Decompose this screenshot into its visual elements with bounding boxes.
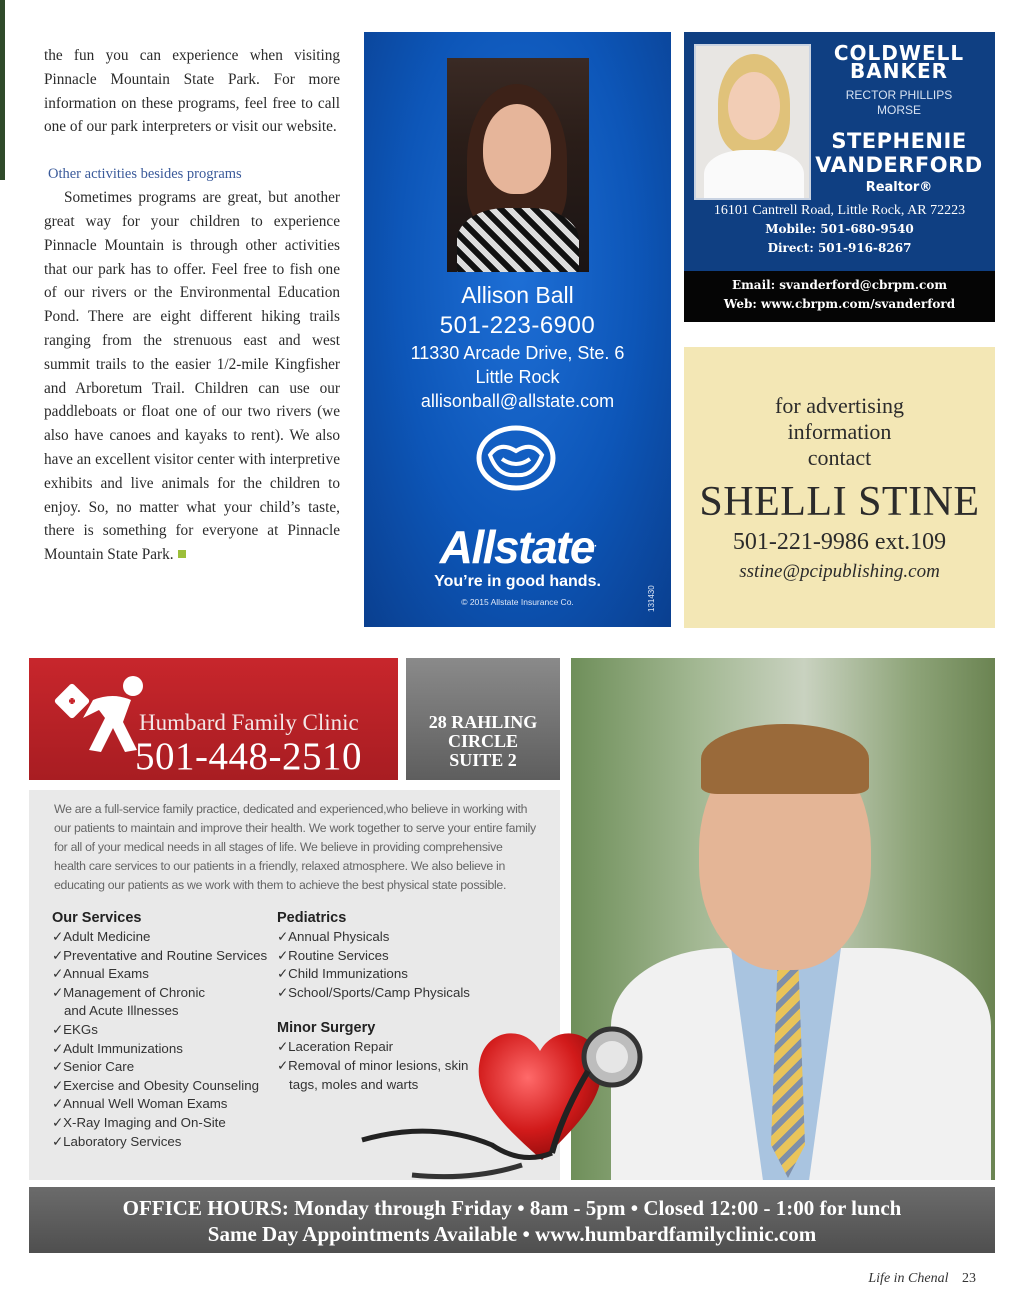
realtor-mobile: Mobile: 501-680-9540	[765, 222, 914, 236]
article-paragraph-2	[44, 186, 340, 567]
pediatrics-item: ✓Annual Physicals	[277, 929, 390, 944]
agent-address-line2: Little Rock	[475, 367, 560, 387]
article-column	[44, 44, 340, 567]
clinic-phone: 501-448-2510	[135, 735, 362, 778]
article-paragraph-2-text: Sometimes programs are great, but another great way for your children to experience Pinnacle Mountain is through other activities that our park has to offer. Feel free to fish one of our rivers or the Environmental Education Pond. There are eight different hiking trails ranging from the strenuous east and west summit trails to the easier 1/2-mile Kingfisher and Arboretum Trail. Children can use our paddleboats or float one of our two rivers (we also have canoes and kayaks to rent). We also have an excellent visitor center with interpretive exhibits and live animals for the children to enjoy. So, no matter what your child’s taste, there is something for everyone at Pinnacle Mountain State Park.	[44, 189, 340, 564]
realtor-email: Email: svanderford@cbrpm.com	[731, 278, 948, 292]
service-item: ✓Senior Care	[52, 1059, 135, 1075]
pediatrics-item: ✓Child Immunizations	[277, 966, 408, 982]
heart-stethoscope-icon	[352, 985, 652, 1185]
service-item: ✓Annual Exams	[52, 966, 149, 982]
service-item: and Acute Illnesses	[64, 1003, 179, 1019]
surgery-heading: Minor Surgery	[277, 1020, 376, 1037]
edge-photo-strip	[0, 0, 5, 180]
service-item: ✓EKGs	[52, 1021, 98, 1037]
agent-address-line1: 11330 Arcade Drive, Ste. 6	[410, 343, 625, 363]
service-item: ✓Exercise and Obesity Counseling	[52, 1077, 260, 1093]
service-item: ✓Management of Chronic	[52, 984, 206, 1000]
agent-photo	[447, 58, 589, 272]
realtor-photo	[694, 44, 811, 200]
agent-name: Allison Ball	[461, 282, 574, 308]
realtor-address: 16101 Cantrell Road, Little Rock, AR 72223	[713, 203, 966, 218]
services-column	[52, 909, 272, 1151]
service-item: ✓Adult Immunizations	[52, 1040, 183, 1056]
realtor-web: Web: www.cbrpm.com/svanderford	[723, 297, 956, 311]
services-heading: Our Services	[52, 910, 142, 926]
office-name: RECTOR PHILLIPS MORSE	[845, 88, 953, 117]
realtor-name: STEPHENIE VANDERFORD	[815, 129, 983, 177]
office-hours-banner	[29, 1187, 995, 1253]
clinic-name: Humbard Family Clinic	[139, 710, 359, 735]
service-item: ✓Preventative and Routine Services	[52, 947, 268, 963]
allstate-copyright: © 2015 Allstate Insurance Co.	[461, 597, 574, 607]
allstate-hands-logo-icon	[476, 425, 556, 491]
allstate-wordmark: Allstate.	[439, 521, 596, 573]
agent-phone: 501-223-6900	[439, 312, 596, 339]
service-item: ✓Adult Medicine	[52, 929, 151, 944]
page-number: 23	[962, 1271, 976, 1286]
advertising-contact-name: SHELLI STINE	[699, 479, 980, 525]
realtor-direct: Direct: 501-916-8267	[767, 241, 912, 255]
magazine-name: Life in Chenal	[868, 1271, 949, 1286]
surgery-item: ✓Removal of minor lesions, skin	[277, 1057, 469, 1073]
article-paragraph-1: the fun you can experience when visiting Pinnacle Mountain State Park. For more information on these programs, feel free to call one of our park interpreters or visit our website.	[44, 47, 340, 136]
agent-email: allisonball@allstate.com	[420, 391, 615, 411]
clinic-intro: We are a full-service family practice, dedicated and experienced,who believe in working with our patients to maintain and improve their health. We work together to serve your entire family for all of your medical needs in all stages of life. We believe in providing comprehensive health care services to our patients in a friendly, relaxed atmosphere. We also believe in educating our patients as we work with them to achieve the best physical state possible.	[54, 802, 536, 892]
surgery-item: ✓Laceration Repair	[277, 1039, 394, 1055]
advertising-contact-box	[684, 347, 995, 628]
page-folio	[868, 1271, 976, 1287]
clinic-header	[29, 658, 398, 780]
service-item: ✓X-Ray Imaging and On-Site	[52, 1114, 226, 1130]
advertising-contact-phone: 501-221-9986 ext.109	[732, 529, 947, 555]
service-item: ✓Annual Well Woman Exams	[52, 1096, 228, 1112]
office-hours: OFFICE HOURS: Monday through Friday • 8am - 5pm • Closed 12:00 - 1:00 for lunch	[122, 1196, 902, 1220]
end-mark-icon	[178, 550, 186, 558]
allstate-tagline: You’re in good hands.	[434, 573, 601, 590]
pediatrics-item: ✓School/Sports/Camp Physicals	[277, 984, 470, 1000]
article-subheading: Other activities besides programs	[48, 166, 242, 183]
coldwell-banker-ad	[684, 32, 995, 322]
clinic-address: 28 RAHLING CIRCLE SUITE 2	[406, 658, 560, 780]
allstate-ad	[364, 32, 671, 627]
advertising-intro: for advertising information contact	[775, 393, 904, 470]
coldwell-banker-logo: COLDWELL BANKER	[833, 41, 965, 83]
realtor-title: Realtor®	[865, 180, 933, 195]
surgery-item: tags, moles and warts	[289, 1076, 419, 1092]
pediatrics-item: ✓Routine Services	[277, 947, 389, 963]
appointments-website: Same Day Appointments Available • www.humbardfamilyclinic.com	[207, 1222, 817, 1246]
advertising-contact-email: sstine@pcipublishing.com	[739, 561, 940, 582]
pediatrics-heading: Pediatrics	[277, 910, 347, 926]
service-item: ✓Laboratory Services	[52, 1133, 182, 1149]
allstate-ad-code: 131430	[647, 585, 656, 612]
